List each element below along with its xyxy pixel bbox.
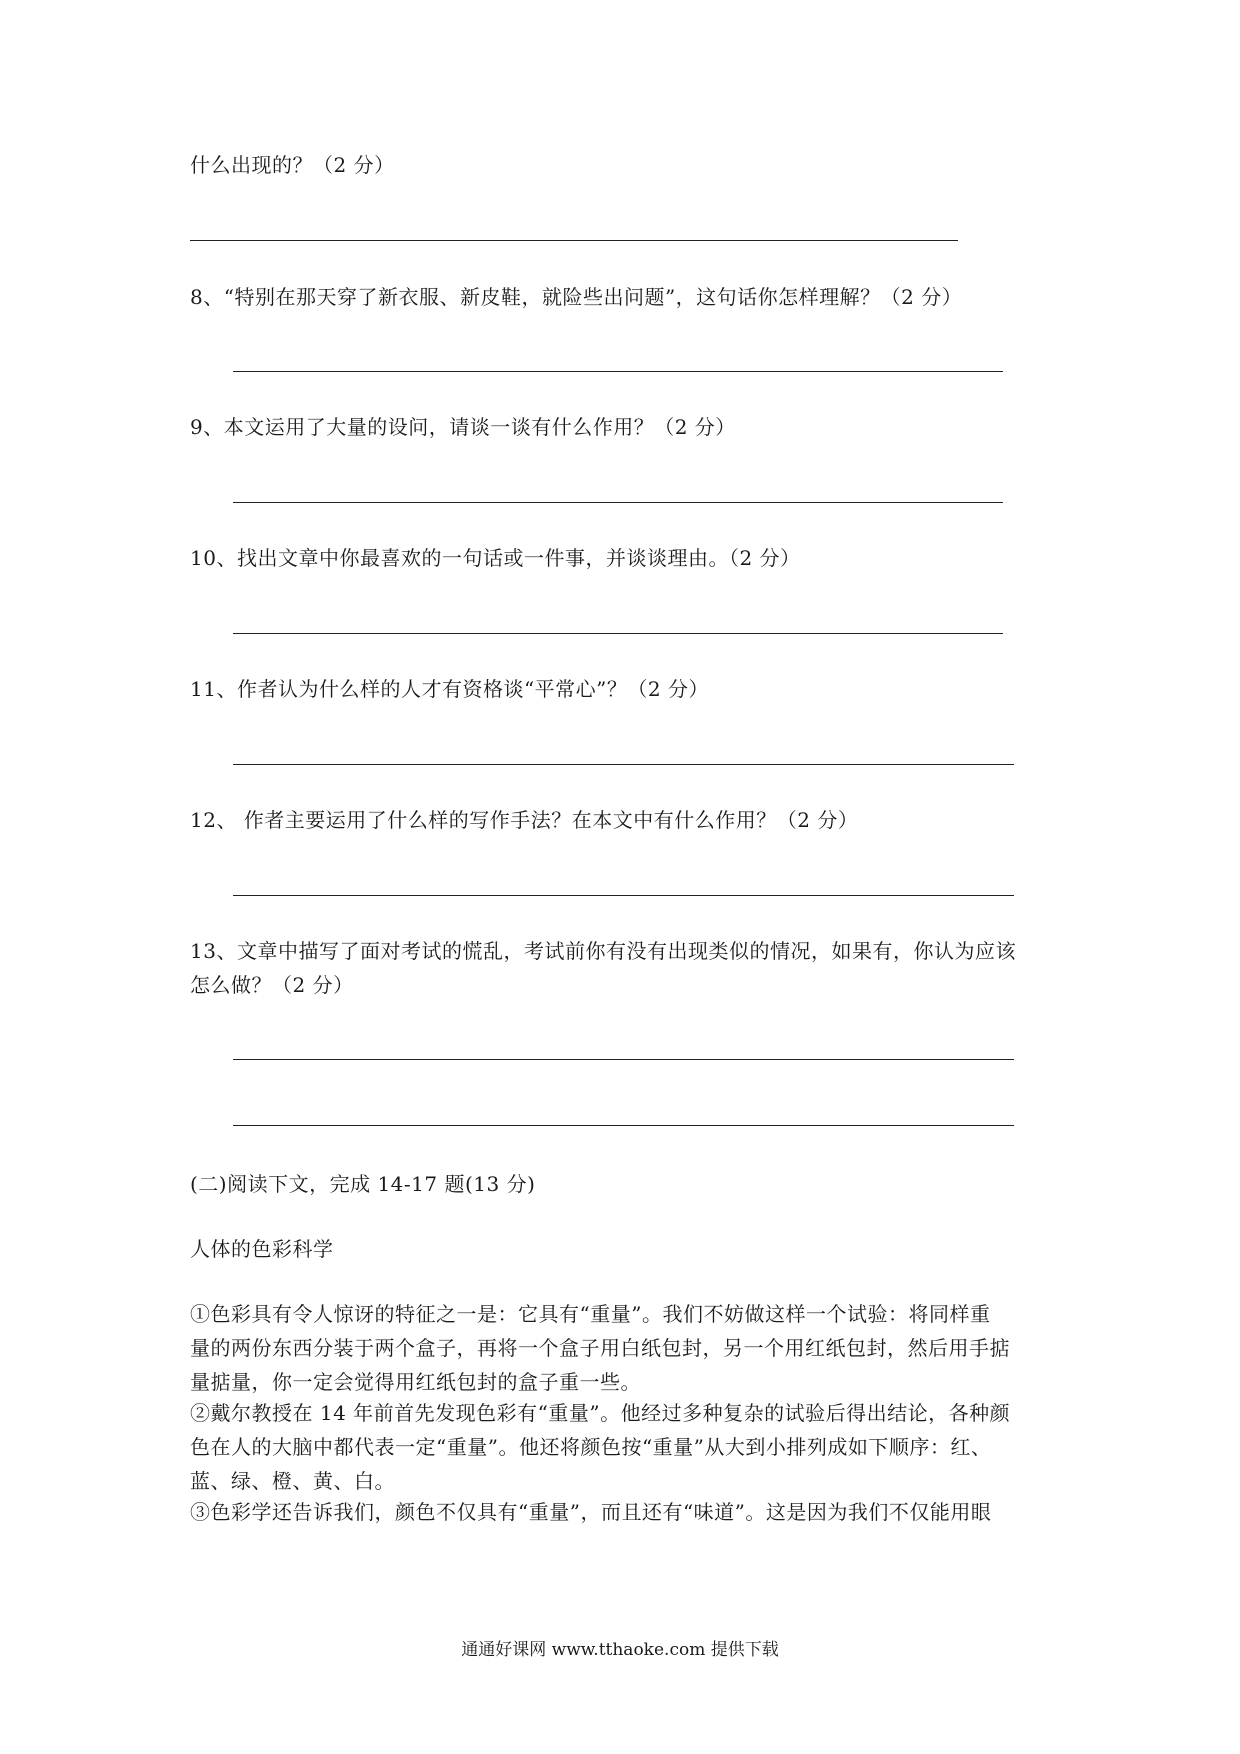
paragraph-1-line-1: ①色彩具有令人惊讶的特征之一是：它具有“重量”。我们不妨做这样一个试验：将同样重 xyxy=(190,1302,991,1326)
paragraph-2 xyxy=(190,1396,1068,1498)
question-13-line-1: 13、文章中描写了面对考试的慌乱，考试前你有没有出现类似的情况，如果有，你认为应该 xyxy=(190,939,1016,963)
question-7-tail: 什么出现的？（2 分） xyxy=(190,153,395,177)
question-10: 10、找出文章中你最喜欢的一句话或一件事，并谈谈理由。（2 分） xyxy=(190,546,801,570)
section-2-heading: (二)阅读下文，完成 14-17 题(13 分) xyxy=(190,1172,536,1196)
answer-line-q9 xyxy=(233,502,1003,503)
paragraph-1-line-2: 量的两份东西分装于两个盒子，再将一个盒子用白纸包封，另一个用红纸包封，然后用手掂 xyxy=(190,1336,1010,1360)
article-title: 人体的色彩科学 xyxy=(190,1237,334,1261)
paragraph-1 xyxy=(190,1297,1068,1399)
answer-line-q8 xyxy=(233,371,1003,372)
paragraph-2-line-2: 色在人的大脑中都代表一定“重量”。他还将颜色按“重量”从大到小排列成如下顺序：红、 xyxy=(190,1435,992,1459)
question-8: 8、“特别在那天穿了新衣服、新皮鞋，就险些出问题”，这句话你怎样理解？（2 分） xyxy=(190,285,963,309)
answer-line-q10 xyxy=(233,633,1003,634)
question-9: 9、本文运用了大量的设问，请谈一谈有什么作用？（2 分） xyxy=(190,415,736,439)
paragraph-2-line-3: 蓝、绿、橙、黄、白。 xyxy=(190,1469,395,1493)
page-footer: 通通好课网 www.tthaoke.com 提供下载 xyxy=(461,1640,779,1660)
question-12: 12、 作者主要运用了什么样的写作手法？在本文中有什么作用？（2 分） xyxy=(190,808,859,832)
answer-line-q13-a xyxy=(233,1059,1014,1060)
paragraph-2-line-1: ②戴尔教授在 14 年前首先发现色彩有“重量”。他经过多种复杂的试验后得出结论，各种颜 xyxy=(190,1401,1011,1425)
answer-line-q11 xyxy=(233,764,1014,765)
question-11: 11、作者认为什么样的人才有资格谈“平常心”？（2 分） xyxy=(190,677,709,701)
paragraph-3 xyxy=(190,1495,1068,1529)
question-13-line-2: 怎么做？（2 分） xyxy=(190,973,354,997)
answer-line-q12 xyxy=(233,895,1014,896)
answer-line-q7 xyxy=(190,240,958,241)
paragraph-3-line-1: ③色彩学还告诉我们，颜色不仅具有“重量”，而且还有“味道”。这是因为我们不仅能用眼 xyxy=(190,1500,992,1524)
paragraph-1-line-3: 量掂量，你一定会觉得用红纸包封的盒子重一些。 xyxy=(190,1370,641,1394)
answer-line-q13-b xyxy=(233,1125,1014,1126)
